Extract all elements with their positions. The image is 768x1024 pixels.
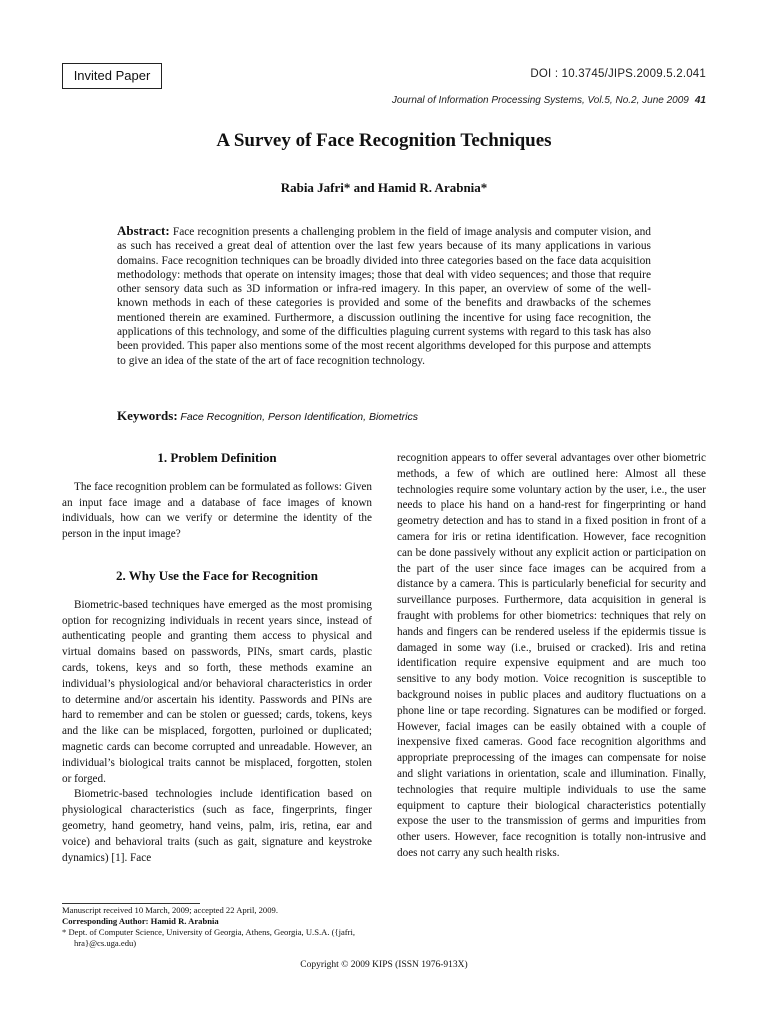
left-column <box>62 450 372 866</box>
doi-label: DOI : 10.3745/JIPS.2009.5.2.041 <box>530 68 706 80</box>
journal-header <box>392 95 706 106</box>
footnote-corresponding: Corresponding Author: Hamid R. Arabnia <box>62 916 219 926</box>
abstract-label: Abstract: <box>117 223 170 238</box>
footnote-divider <box>62 903 200 904</box>
paragraph: Biometric-based techniques have emerged as the most promising option for recognizing individuals in recent years since, instead of authenticating people and granting them access to physical and virtual domains based on passwords, PINs, smart cards, plastic cards, tokens, keys and so forth, these methods examine an individual’s physiological and/or behavioral characteristics in order to determine and/or ascertain his identity. Passwords and PINs are hard to remember and can be stolen or guessed; cards, tokens, keys and the like can be misplaced, forgotten, purloined or duplicated; magnetic cards can become corrupted and unreadable. However, an individual’s biological traits cannot be misplaced, forgotten, stolen or forged. <box>62 598 372 785</box>
page-number: 41 <box>694 95 706 106</box>
footnote-affiliation: * Dept. of Computer Science, University of Georgia, Athens, Georgia, U.S.A. ({jafri, hra}@cs.uga.edu) <box>62 927 356 948</box>
right-column: recognition appears to offer several advantages over other biometric methods, a few of which are outlined here: Almost all these technologies require some voluntary action by the user, i.e., the user needs to place his hand on a hand-rest for fingerprinting or hand geometry detection and has to stand in a fixed position in front of a camera for iris or retina identification. However, face recognition can be done passively without any explicit action or participation on the part of the user since face images can be acquired from a distance by a camera. This is particularly beneficial for security and surveillance purposes. Furthermore, data acquisition in general is fraught with problems for other biometrics: techniques that rely on hands and fingers can be rendered useless if the epidermis tissue is damaged in some way (i.e., bruised or cracked). Iris and retina identification require expensive equipment and are much too sensitive to any body motion. Voice recognition is susceptible to background noises in public places and auditory fluctuations on a phone line or tape recording. Signatures can be modified or forged. However, facial images can be easily obtained with a couple of inexpensive fixed cameras. Good face recognition algorithms and appropriate preprocessing of the images can compensate for noise and slight variations in orientation, scale and illumination. Finally, technologies that require multiple individuals to use the same equipment to capture their biological characteristics potentially expose the user to the transmission of germs and impurities from other users. However, face recognition is totally non-intrusive and does not carry any such health risks. <box>397 452 706 859</box>
abstract-text: Face recognition presents a challenging problem in the field of image analysis and computer vision, and as such has received a great deal of attention over the last few years because of its many applications in various domains. Face recognition techniques can be broadly divided into three categories based on the face data acquisition methodology: methods that operate on intensity images; those that deal with video sequences; and those that require other sensory data such as 3D information or infra-red imagery. In this paper, an overview of some of the well-known methods in each of these categories is provided and some of the benefits and drawbacks of the schemes mentioned therein are examined. Furthermore, a discussion outlining the incentive for using face recognition, the applications of this technology, and some of the difficulties plaguing current systems with regard to this task has also been provided. This paper also mentions some of the most recent algorithms developed for this purpose and attempts to give an idea of the state of the art of face recognition technology. <box>117 226 651 367</box>
journal-name: Journal of Information Processing Systems, Vol.5, No.2, June 2009 <box>391 95 689 106</box>
footnotes <box>62 905 372 949</box>
invited-paper-badge: Invited Paper <box>62 63 162 89</box>
paragraph: Biometric-based technologies include identification based on physiological characteristics (such as face, fingerprints, finger geometry, hand geometry, hand veins, palm, iris, retina, ear and voice) and behavioral traits (such as gait, signature and keystroke dynamics) [1]. Face <box>62 788 372 864</box>
paper-title: A Survey of Face Recognition Techniques <box>216 130 552 151</box>
paragraph: The face recognition problem can be formulated as follows: Given an input face image and a database of face images of known individuals, how can we verify or determine the identity of the person in the input image? <box>62 480 372 541</box>
keywords <box>117 408 651 424</box>
abstract <box>117 224 651 368</box>
paper-authors: Rabia Jafri* and Hamid R. Arabnia* <box>280 180 488 195</box>
section-heading: 2. Why Use the Face for Recognition <box>115 567 319 583</box>
footnote-received: Manuscript received 10 March, 2009; accepted 22 April, 2009. <box>62 905 278 915</box>
keywords-text: Face Recognition, Person Identification, Biometrics <box>180 411 418 423</box>
section-heading: 1. Problem Definition <box>157 450 277 465</box>
copyright: Copyright © 2009 KIPS (ISSN 1976-913X) <box>300 960 468 970</box>
keywords-label: Keywords: <box>117 408 178 423</box>
